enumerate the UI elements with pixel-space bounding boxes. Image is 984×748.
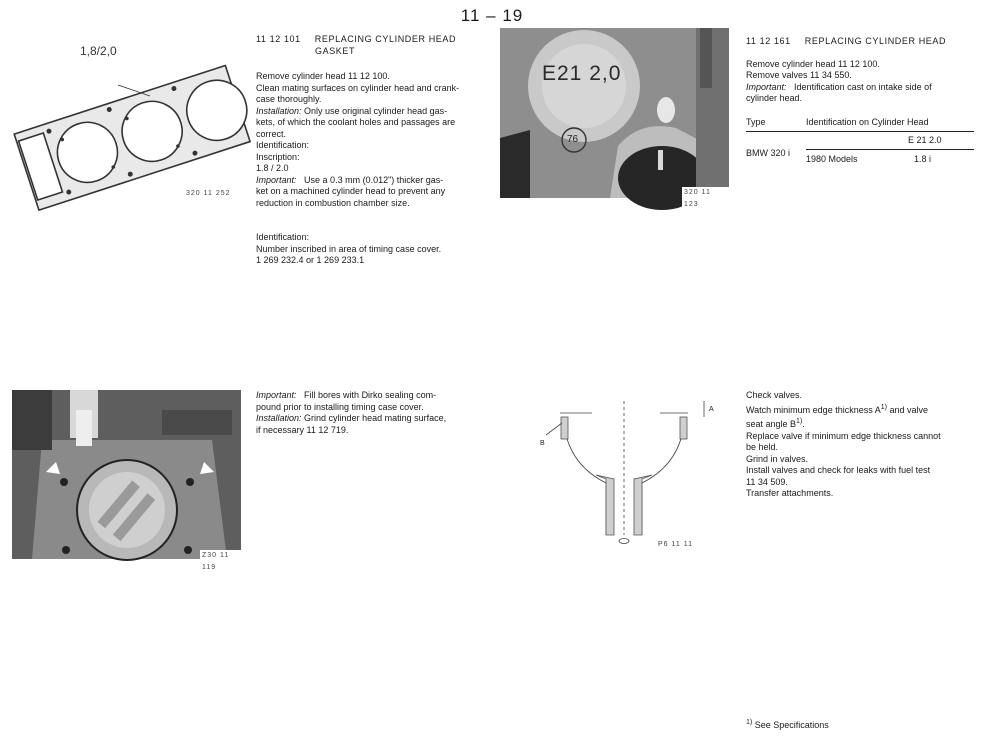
gasket-identification-label: Identification: — [256, 140, 310, 150]
gasket-title-line1: REPLACING CYLINDER HEAD — [314, 34, 457, 44]
gasket-important-text: reduction in combustion chamber size. — [256, 197, 410, 208]
gasket-text-line: Clean mating surfaces on cylinder head and crank- — [256, 82, 460, 93]
sealing-important-text: Fill bores with Dirko sealing com- — [304, 390, 437, 400]
cylinder-head-code: 11 12 161 — [746, 36, 791, 46]
valves-section — [746, 390, 978, 500]
valves-text-line: be held. — [746, 442, 779, 452]
footnote — [746, 717, 829, 732]
cylinder-head-text-line: Remove valves 11 34 550. — [746, 70, 852, 80]
timing-case-photo — [12, 390, 241, 571]
timing-case-photo-drawing — [12, 390, 241, 559]
sealing-installation-text: if necessary 11 12 719. — [256, 424, 349, 435]
sealing-installation-label: Installation: — [256, 413, 302, 423]
identification-table-row — [746, 132, 974, 150]
valves-text-line: Replace valve if minimum edge thickness cannot — [746, 430, 941, 441]
sealing-important-text: pound prior to installing timing case cover. — [256, 401, 424, 412]
sealing-installation-text: Grind cylinder head mating surface, — [304, 413, 447, 423]
footnote-reference: 1) — [880, 403, 887, 411]
gasket-important-label: Important: — [256, 174, 297, 185]
identification-table — [746, 117, 974, 166]
cylinder-head-section — [746, 36, 976, 165]
cylinder-head-important-text: Identification cast on intake side of — [794, 81, 932, 92]
gasket-important-text: ket on a machined cylinder head to prevent any — [256, 186, 446, 196]
gasket-identification2-text: Number inscribed in area of timing case cover. — [256, 243, 442, 254]
cylinder-head-photo — [500, 28, 729, 208]
gasket-section — [256, 34, 492, 267]
gasket-text-line: Remove cylinder head 11 12 100. — [256, 71, 390, 81]
valves-text-line: Check valves. — [746, 390, 803, 400]
gasket-figure-caption: 320 11 252 — [186, 190, 231, 197]
footnote-text: See Specifications — [754, 720, 829, 730]
angle-label-b: B — [540, 440, 545, 447]
gasket-installation-text: Only use original cylinder head gas- — [304, 105, 448, 116]
head-photo-caption: 320 11 123 — [682, 187, 729, 210]
cylinder-head-important-text: cylinder head. — [746, 93, 803, 103]
gasket-inscription-label: 1,8/2,0 — [80, 44, 117, 58]
table-cell-type: BMW 320 i — [746, 148, 791, 158]
cylinder-head-text-line: Remove cylinder head 11 12 100. — [746, 58, 880, 69]
gasket-inscription-label-text: Inscription: — [256, 151, 300, 162]
gasket-identification2-label: Identification: — [256, 232, 310, 242]
footnote-reference: 1) — [796, 418, 803, 425]
cylinder-head-important-label: Important: — [746, 81, 787, 92]
table-header-type: Type — [746, 116, 766, 127]
page-number: 11 – 19 — [460, 6, 524, 25]
sealing-section — [256, 390, 492, 436]
valve-cross-section-diagram — [530, 395, 730, 550]
dimension-label-a: A — [709, 406, 714, 413]
gasket-important-text: Use a 0.3 mm (0.012") thicker gas- — [304, 174, 444, 185]
head-stamp-number: 76 — [567, 134, 579, 145]
gasket-installation-text: kets, of which the coolant holes and passages are — [256, 117, 456, 127]
valves-angle-text: seat angle B — [746, 419, 797, 429]
cylinder-head-title: REPLACING CYLINDER HEAD — [804, 36, 947, 46]
gasket-identification2-text: 1 269 232.4 or 1 269 233.1 — [256, 255, 365, 265]
table-subheader-e21: E 21 2.0 — [806, 132, 974, 150]
gasket-code: 11 12 101 — [256, 34, 301, 44]
gasket-installation-label: Installation: — [256, 105, 302, 116]
identification-table-header-row — [746, 117, 974, 132]
valves-text-line: Install valves and check for leaks with fuel test — [746, 465, 931, 475]
valves-text-line: Grind in valves. — [746, 453, 809, 464]
cylinder-head-photo-drawing — [500, 28, 729, 198]
valves-edge-text: Watch minimum edge thickness A — [746, 404, 881, 415]
gasket-heading — [256, 34, 492, 46]
table-header-identification: Identification on Cylinder Head — [806, 116, 929, 127]
gasket-text-line: case thoroughly. — [256, 94, 322, 104]
footnote-marker: 1) — [746, 719, 753, 726]
valves-edge-text-end: and valve — [886, 404, 928, 415]
head-cast-marking: E21 2,0 — [542, 62, 622, 85]
timing-photo-caption: Z30 11 119 — [200, 550, 241, 573]
valves-angle-text-end: . — [802, 419, 805, 429]
valve-diagram-caption: P6 11 11 — [658, 541, 693, 548]
valves-text-line: Transfer attachments. — [746, 488, 834, 498]
gasket-inscription-value: 1.8 / 2.0 — [256, 163, 289, 173]
table-cell-identification: 1.8 i — [914, 153, 932, 164]
cylinder-head-heading — [746, 36, 976, 48]
sealing-important-label: Important: — [256, 390, 297, 400]
valves-text-line: 11 34 509. — [746, 476, 788, 487]
table-cell-model: 1980 Models — [806, 153, 858, 164]
gasket-title-line2: GASKET — [315, 45, 356, 56]
gasket-installation-text: correct. — [256, 128, 287, 139]
